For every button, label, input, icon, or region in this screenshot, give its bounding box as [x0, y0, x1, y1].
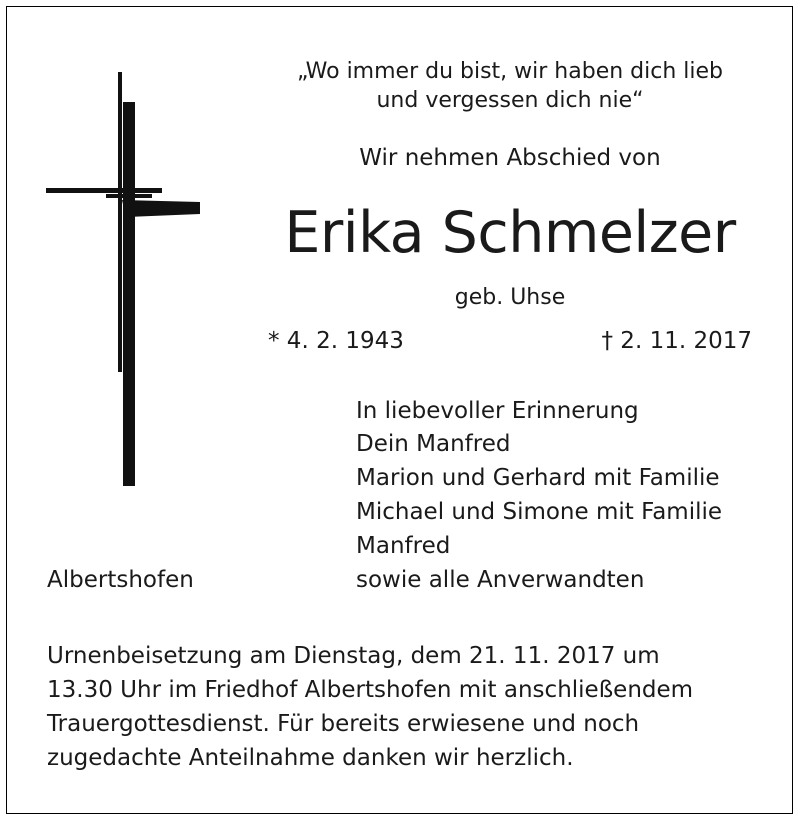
deceased-name: Erika Schmelzer [284, 200, 736, 266]
cross-icon [44, 72, 204, 492]
signatory-line: Dein Manfred [356, 431, 511, 457]
death-date: † 2. 11. 2017 [601, 328, 752, 354]
burial-notice [47, 639, 747, 775]
burial-notice-line: Trauergottesdienst. Für bereits erwiesene und noch [47, 711, 640, 737]
signatory-line: Michael und Simone mit Familie [356, 499, 723, 525]
burial-notice-line: zugedachte Anteilnahme danken wir herzlich. [47, 745, 574, 771]
signatory-line: Marion und Gerhard mit Familie [356, 465, 720, 491]
burial-notice-line: 13.30 Uhr im Friedhof Albertshofen mit anschließendem [47, 677, 694, 703]
birth-name: geb. Uhse [454, 285, 566, 310]
birth-date: * 4. 2. 1943 [268, 328, 404, 354]
signatory-line: Manfred [356, 533, 451, 559]
quote-line-2: und vergessen dich nie“ [376, 88, 644, 113]
farewell-intro: Wir nehmen Abschied von [359, 145, 661, 171]
place-name: Albertshofen [47, 567, 194, 593]
signatory-line: In liebevoller Erinnerung [356, 398, 639, 424]
signatory-line: sowie alle Anverwandten [356, 567, 645, 593]
quote-line-1: „Wo immer du bist, wir haben dich lieb [296, 59, 724, 84]
burial-notice-line: Urnenbeisetzung am Dienstag, dem 21. 11. 2017 um [47, 643, 660, 669]
